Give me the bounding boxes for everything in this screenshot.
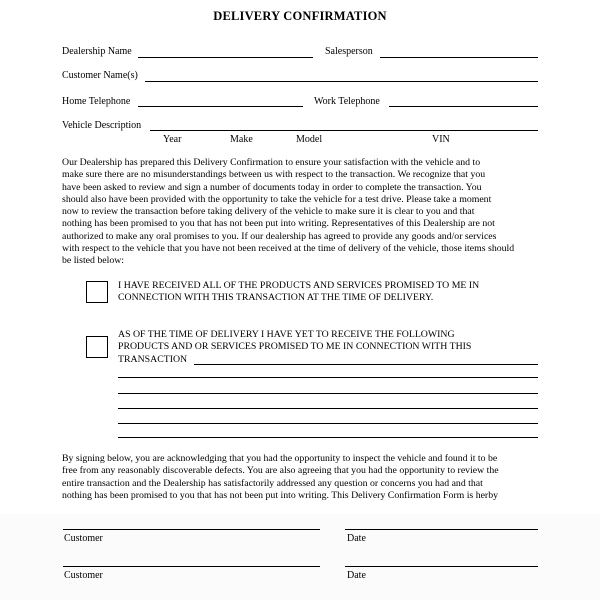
home-telephone-line[interactable] [138,106,303,107]
customer-signature-label: Customer [64,570,103,581]
vehicle-model-label: Model [296,134,323,145]
date-label: Date [347,533,366,544]
customer-names-line[interactable] [145,81,538,82]
pending-item-line[interactable] [118,408,538,409]
pending-items-text: AS OF THE TIME OF DELIVERY I HAVE YET TO RECEIVE THE FOLLOWING PRODUCTS AND OR SERVICES PROMISED TO ME IN CONNECTION WITH THIS TRANSACTION [118,329,472,365]
pending-item-line[interactable] [118,393,538,394]
closing-paragraph [62,453,552,502]
intro-line: Our Dealership has prepared this Delivery Confirmation to ensure your satisfaction with the vehicle and to [62,157,481,168]
customer-signature-line[interactable] [63,529,320,530]
closing-line: By signing below, you are acknowledging that you had the opportunity to inspect the vehicle and found it to be [62,453,498,464]
intro-line: with respect to the vehicle that you have not been received at the time of delivery of the vehicle, those items should [62,243,515,255]
pending-item-line[interactable] [194,364,538,365]
page-title: DELIVERY CONFIRMATION [213,9,387,23]
closing-line: free from any reasonably discoverable defects. You are also agreeing that you had the opportunity to review the [62,465,499,477]
vehicle-vin-label: VIN [432,134,450,145]
customer-signature-line[interactable] [63,566,320,567]
pending-item-line[interactable] [118,437,538,438]
dealership-name-label: Dealership Name [62,46,132,57]
salesperson-line[interactable] [380,57,538,58]
intro-line: be listed below: [62,255,125,267]
date-label: Date [347,570,366,581]
intro-line: authorized to make any oral promises to you. If our dealership has agreed to provide any goods and/or services [62,230,497,242]
intro-line: now to review the transaction before taking delivery of the vehicle to make sure it is clear to you and that [62,206,475,218]
closing-line: nothing has been promised to you that has not been put into writing. This Delivery Confirmation Form is herby [62,489,498,501]
work-telephone-line[interactable] [389,106,538,107]
date-signature-line[interactable] [345,529,538,530]
vehicle-description-label: Vehicle Description [62,120,142,131]
signature-area [0,514,600,600]
vehicle-description-line[interactable] [150,130,538,131]
vehicle-make-label: Make [230,134,253,145]
pending-item-line[interactable] [118,423,538,424]
pending-items-checkbox[interactable] [86,336,108,358]
dealership-name-line[interactable] [138,57,313,58]
salesperson-label: Salesperson [325,46,373,57]
intro-line: have been asked to review and sign a number of documents today in order to complete the transaction. You [62,181,482,193]
intro-line: make sure there are no misunderstandings between us with respect to the transaction. We recognize that you [62,169,486,181]
received-all-text: I HAVE RECEIVED ALL OF THE PRODUCTS AND SERVICES PROMISED TO ME IN CONNECTION WITH THIS TRANSACTION AT THE TIME OF DELIVERY. [118,280,480,304]
home-telephone-label: Home Telephone [62,96,131,107]
intro-line: nothing has been promised to you that has not been put into writing. Representatives of this Dealership are not [62,218,495,230]
vehicle-year-label: Year [163,134,182,145]
intro-line: should also have been provided with the opportunity to take the vehicle for a test drive. Please take a moment [62,193,492,205]
date-signature-line[interactable] [345,566,538,567]
intro-paragraph [62,157,552,268]
work-telephone-label: Work Telephone [314,96,380,107]
closing-line: entire transaction and the Dealership has satisfactorily addressed any question or concerns you had and that [62,477,483,489]
customer-signature-label: Customer [64,533,103,544]
customer-names-label: Customer Name(s) [62,70,138,81]
received-all-checkbox[interactable] [86,281,108,303]
pending-item-line[interactable] [118,377,538,378]
